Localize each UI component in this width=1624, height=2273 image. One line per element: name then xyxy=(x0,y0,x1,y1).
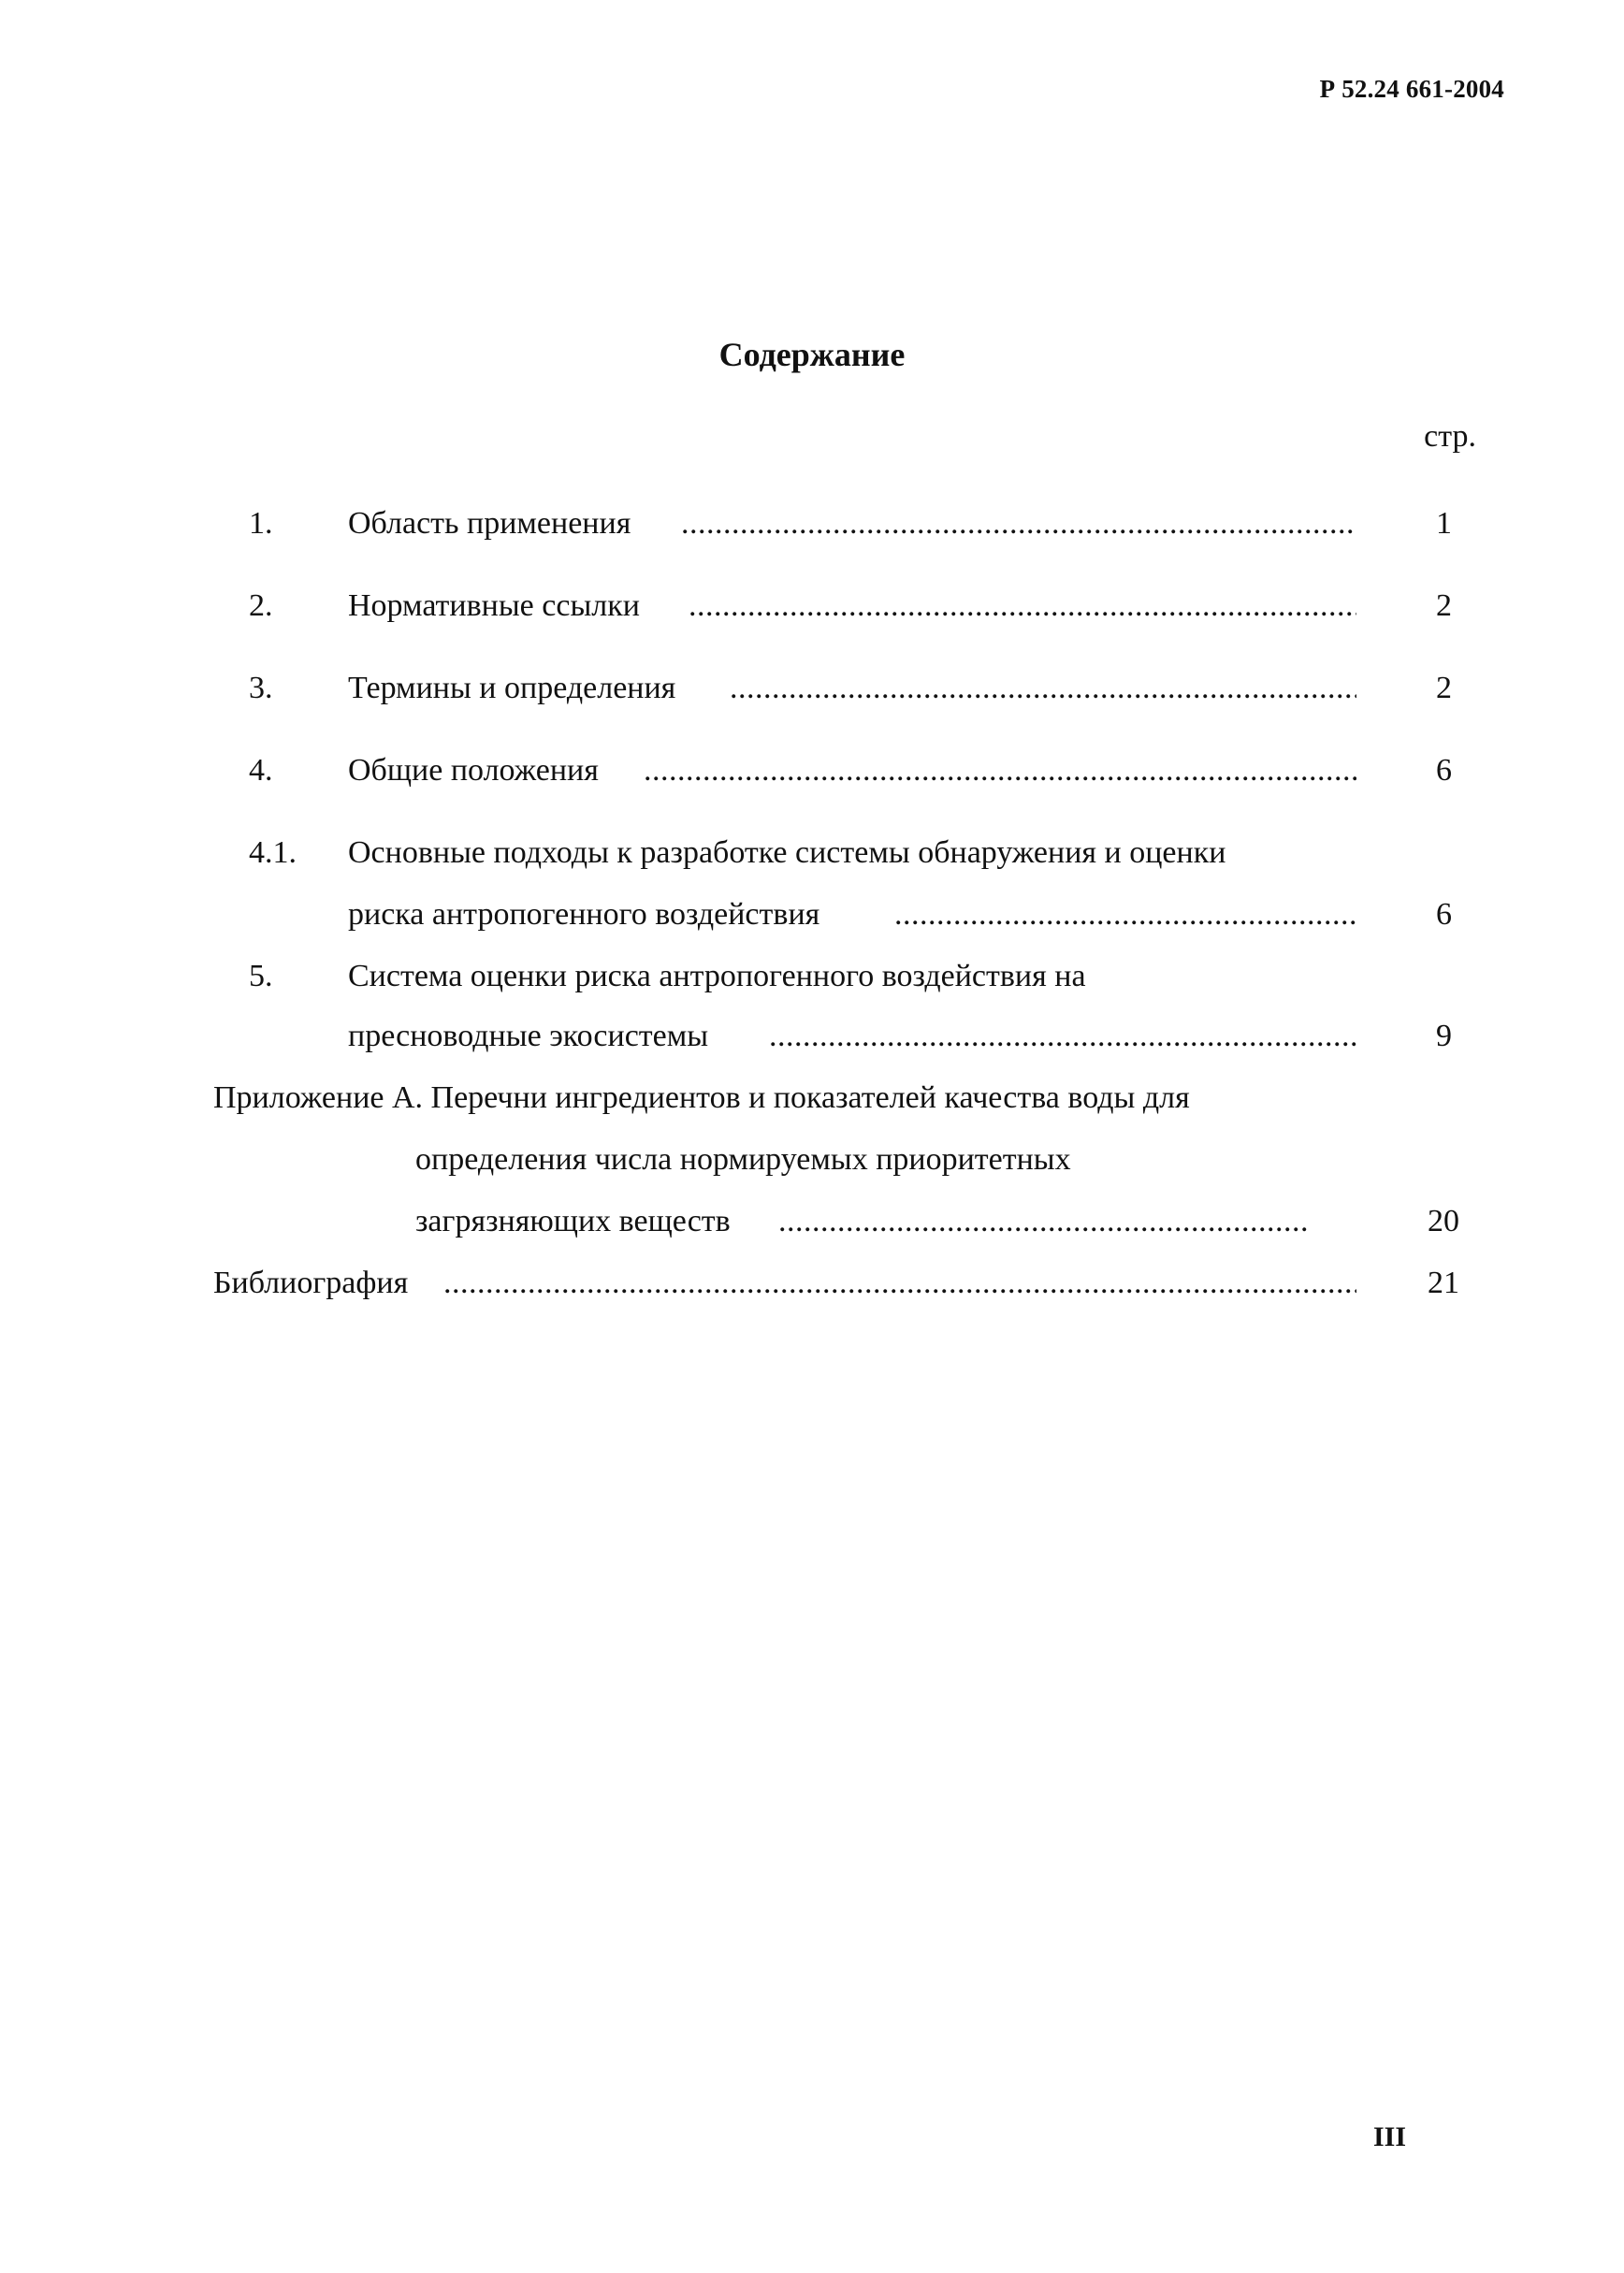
toc-entry-text: Область применения xyxy=(348,506,631,541)
toc-dot-leader xyxy=(894,892,1356,937)
toc-entry-text: Общие положения xyxy=(348,753,599,788)
toc-entry-text: Приложение А. Перечни ингредиентов и показателей качества воды для xyxy=(213,1080,1190,1115)
toc-entry-appendix-a-line-2 xyxy=(0,1137,1624,1182)
toc-entry-page: 21 xyxy=(1428,1266,1459,1300)
toc-entry-1 xyxy=(0,501,1624,546)
toc-entry-4-1-continued xyxy=(0,892,1624,937)
toc-entry-number: 2. xyxy=(249,588,273,623)
toc-entry-page: 1 xyxy=(1436,506,1452,541)
toc-dot-leader xyxy=(769,1014,1356,1059)
page-column-label: стр. xyxy=(1424,419,1476,454)
toc-entry-text: загрязняющих веществ xyxy=(415,1204,731,1238)
toc-entry-number: 1. xyxy=(249,506,273,541)
toc-entry-page: 9 xyxy=(1436,1019,1452,1053)
toc-entry-page: 20 xyxy=(1428,1204,1459,1238)
toc-entry-page: 6 xyxy=(1436,897,1452,932)
toc-dot-leader xyxy=(443,1261,1356,1306)
toc-dot-leader xyxy=(681,501,1356,546)
page-number: III xyxy=(1372,2121,1406,2152)
toc-entry-number: 5. xyxy=(249,959,273,993)
toc-entry-text: пресноводные экосистемы xyxy=(348,1019,709,1053)
toc-entry-number: 4. xyxy=(249,753,273,788)
toc-entry-text: Термины и определения xyxy=(348,671,676,705)
toc-entry-number: 4.1. xyxy=(249,835,297,870)
toc-entry-bibliography xyxy=(0,1261,1624,1306)
toc-entry-2 xyxy=(0,584,1624,629)
toc-dot-leader xyxy=(730,666,1356,711)
toc-entry-3 xyxy=(0,666,1624,711)
document-code: Р 52.24 661-2004 xyxy=(1319,75,1504,103)
toc-entry-4 xyxy=(0,748,1624,793)
toc-entry-appendix-a xyxy=(0,1076,1624,1121)
toc-entry-number: 3. xyxy=(249,671,273,705)
toc-entry-page: 2 xyxy=(1436,671,1452,705)
toc-title: Содержание xyxy=(718,336,906,373)
toc-entry-text: определения числа нормируемых приоритетных xyxy=(415,1142,1071,1177)
toc-dot-leader xyxy=(644,748,1356,793)
toc-entry-text: Библиография xyxy=(213,1266,409,1300)
toc-entry-text: Основные подходы к разработке системы обнаружения и оценки xyxy=(348,835,1226,870)
toc-entry-page: 2 xyxy=(1436,588,1452,623)
toc-entry-4-1 xyxy=(0,831,1624,876)
toc-entry-text: риска антропогенного воздействия xyxy=(348,897,820,932)
toc-entry-text: Система оценки риска антропогенного воздействия на xyxy=(348,959,1086,993)
toc-entry-appendix-a-line-3 xyxy=(0,1199,1624,1244)
toc-entry-text: Нормативные ссылки xyxy=(348,588,640,623)
toc-entry-5-continued xyxy=(0,1014,1624,1059)
toc-entry-page: 6 xyxy=(1436,753,1452,788)
toc-dot-leader xyxy=(778,1199,1308,1244)
toc-entry-5 xyxy=(0,954,1624,999)
toc-dot-leader xyxy=(689,584,1356,629)
